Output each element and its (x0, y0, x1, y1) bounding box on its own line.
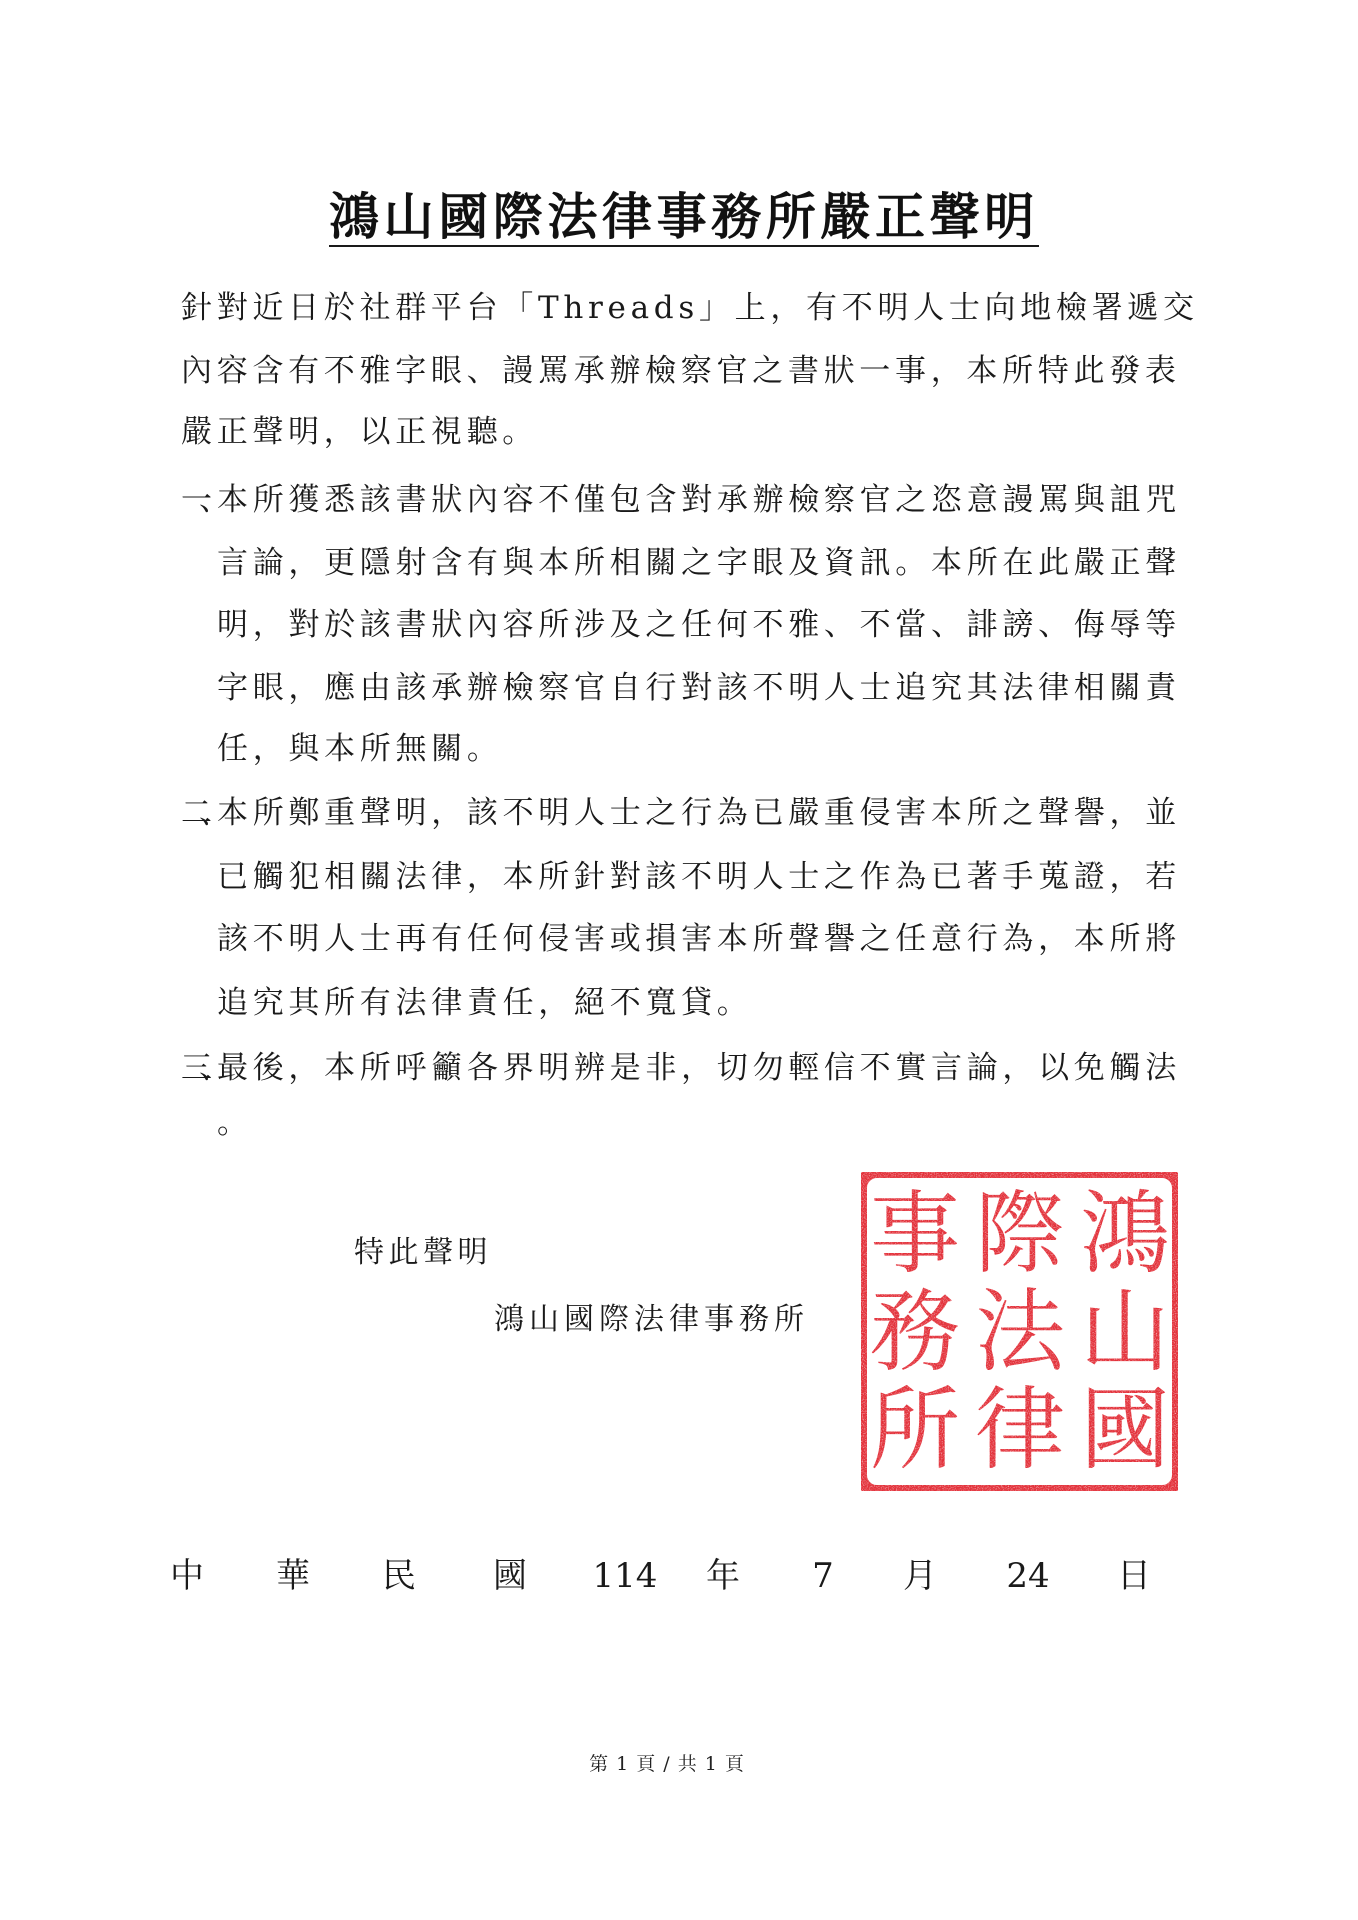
seal-char: 國 (1080, 1377, 1170, 1483)
date-token: 國 (493, 1556, 527, 1596)
item-line: 追究其所有法律責任，絕不寬貸。 (217, 985, 753, 1021)
item-line: 已觸犯相關法律，本所針對該不明人士之作為已著手蒐證，若 (217, 859, 1181, 895)
seal-char: 際 (975, 1181, 1065, 1287)
firm-seal (853, 1164, 1186, 1499)
item-line: 本所鄭重聲明，該不明人士之行為已嚴重侵害本所之聲譽，並 (217, 795, 1181, 831)
item-line: 明，對於該書狀內容所涉及之任何不雅、不當、誹謗、侮辱等 (217, 607, 1181, 643)
closing-text: 特此聲明 (354, 1235, 492, 1270)
item-marker: 三、 (181, 1050, 217, 1086)
item-line: 。 (217, 1105, 253, 1141)
intro-line: 嚴正聲明，以正視聽。 (181, 414, 538, 450)
date-token: 月 (903, 1556, 937, 1596)
item-marker: 一、 (181, 482, 217, 518)
seal-char: 務 (870, 1279, 960, 1385)
date-year: 114 (592, 1556, 658, 1596)
item-line: 字眼，應由該承辦檢察官自行對該不明人士追究其法律相關責 (217, 670, 1181, 706)
date-token: 民 (382, 1556, 416, 1596)
seal-char: 法 (975, 1279, 1065, 1385)
page-footer: 第 1 頁 / 共 1 頁 (589, 1753, 745, 1775)
item-line: 本所獲悉該書狀內容不僅包含對承辦檢察官之恣意謾罵與詛咒 (217, 482, 1181, 518)
date-token: 年 (706, 1556, 740, 1596)
date-day: 24 (1006, 1556, 1050, 1596)
document-title: 鴻山國際法律事務所嚴正聲明 (329, 187, 1039, 246)
item-line: 該不明人士再有任何侵害或損害本所聲譽之任意行為，本所將 (217, 921, 1181, 957)
signatory-name: 鴻山國際法律事務所 (494, 1302, 809, 1337)
date-token: 中 (170, 1556, 204, 1596)
item-line: 任，與本所無關。 (217, 731, 503, 767)
seal-char: 鴻 (1080, 1181, 1170, 1287)
date-token: 華 (276, 1556, 310, 1596)
date-token: 日 (1117, 1556, 1151, 1596)
item-line: 最後，本所呼籲各界明辨是非，切勿輕信不實言論，以免觸法 (217, 1050, 1181, 1086)
seal-char: 山 (1080, 1279, 1170, 1385)
seal-char: 事 (870, 1181, 960, 1287)
seal-char: 律 (975, 1377, 1065, 1483)
intro-line: 針對近日於社群平台「Threads」上，有不明人士向地檢署遞交 (181, 290, 1199, 326)
intro-line: 內容含有不雅字眼、謾罵承辦檢察官之書狀一事，本所特此發表 (181, 353, 1181, 389)
item-marker: 二、 (181, 795, 217, 831)
item-line: 言論，更隱射含有與本所相關之字眼及資訊。本所在此嚴正聲 (217, 545, 1181, 581)
date-month: 7 (812, 1556, 834, 1596)
seal-char: 所 (870, 1377, 960, 1483)
